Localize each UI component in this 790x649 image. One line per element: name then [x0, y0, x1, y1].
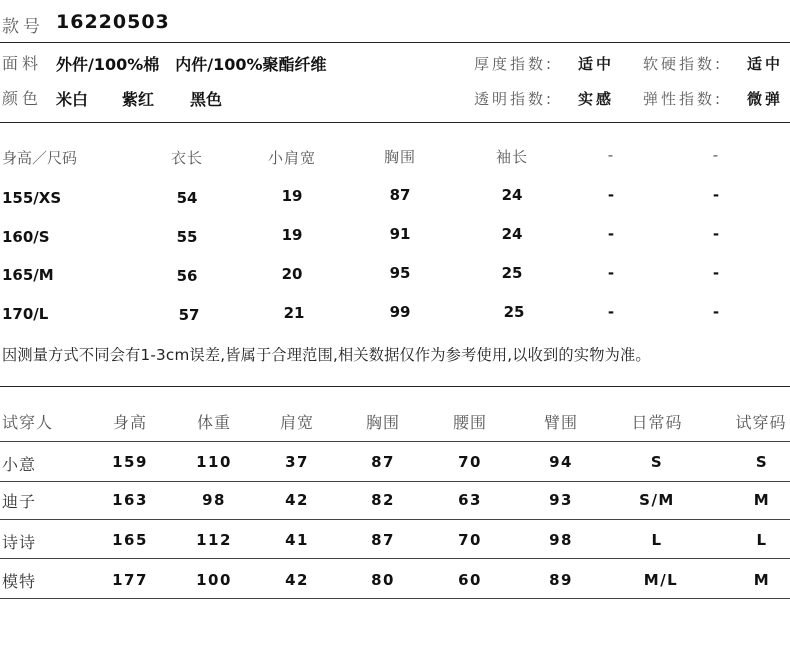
hardness-index-value: 适中: [747, 55, 784, 73]
size-cell: 56: [176, 267, 198, 285]
size-cell: -: [607, 225, 615, 243]
tryon-divider: [0, 481, 790, 482]
tryon-cell: 63: [458, 491, 482, 509]
tryon-cell: 165: [112, 531, 148, 549]
size-col-header: 身高／尺码: [2, 149, 78, 167]
measurement-note: 因测量方式不同会有1-3cm误差,皆属于合理范围,相关数据仅作为参考使用,以收到的实物为准。: [2, 346, 651, 364]
tryon-cell: 98: [549, 531, 573, 549]
tryon-col-header: 胸围: [365, 413, 401, 432]
tryon-cell: 87: [371, 531, 395, 549]
tryon-cell: M: [753, 571, 771, 589]
tryon-cell: 94: [549, 453, 573, 471]
tryon-col-header: 试穿人: [2, 413, 54, 432]
tryon-divider: [0, 598, 790, 599]
size-cell: 87: [389, 186, 411, 204]
size-col-header: 胸围: [383, 148, 417, 166]
tryon-divider: [0, 441, 790, 442]
tryon-cell: S: [650, 453, 664, 471]
tryon-cell: 60: [458, 571, 482, 589]
fabric-value: 外件/100%棉 内件/100%聚酯纤维: [56, 55, 327, 74]
tryon-cell: 37: [285, 453, 309, 471]
tryon-col-header: 试穿码: [735, 413, 787, 432]
size-cell: 24: [501, 225, 523, 243]
tryon-cell: 177: [112, 571, 148, 589]
size-cell: 165/M: [2, 266, 54, 284]
tryon-cell: M/L: [643, 571, 679, 589]
color-option: 紫红: [122, 90, 155, 109]
size-cell: 91: [389, 225, 411, 243]
tryon-col-header: 身高: [112, 413, 148, 432]
size-cell: -: [712, 264, 720, 282]
color-label: 颜色: [2, 89, 43, 108]
tryon-cell: 80: [371, 571, 395, 589]
size-cell: -: [712, 186, 720, 204]
size-cell: 99: [389, 303, 411, 321]
tryon-cell: 87: [371, 453, 395, 471]
tryon-cell: 98: [202, 491, 226, 509]
style-no-label: 款号: [2, 17, 44, 37]
tryon-cell: 163: [112, 491, 148, 509]
size-cell: -: [607, 303, 615, 321]
tryon-cell: 70: [458, 453, 482, 471]
tryon-divider: [0, 519, 790, 520]
tryon-cell: S: [755, 453, 769, 471]
divider-info: [0, 122, 790, 123]
size-cell: 55: [176, 228, 198, 246]
tryon-name-cell: 模特: [2, 572, 37, 591]
divider-note: [0, 386, 790, 387]
size-cell: 20: [281, 265, 303, 283]
size-cell: -: [712, 303, 720, 321]
thickness-index-label: 厚度指数:: [474, 55, 555, 73]
size-cell: 95: [389, 264, 411, 282]
size-cell: 25: [503, 303, 525, 321]
color-option: 黑色: [190, 90, 223, 109]
tryon-cell: 82: [371, 491, 395, 509]
size-cell: 170/L: [2, 305, 49, 323]
tryon-name-cell: 迪子: [2, 492, 37, 511]
size-cell: 24: [501, 186, 523, 204]
elasticity-index-label: 弹性指数:: [643, 90, 724, 108]
tryon-cell: 42: [285, 571, 309, 589]
size-col-header: 袖长: [495, 148, 529, 166]
size-cell: 160/S: [2, 228, 50, 246]
size-col-header: -: [607, 146, 615, 164]
hardness-index-label: 软硬指数:: [643, 55, 724, 73]
size-cell: 57: [178, 306, 200, 324]
tryon-cell: 112: [196, 531, 232, 549]
color-option: 米白: [56, 90, 89, 109]
tryon-cell: 93: [549, 491, 573, 509]
tryon-cell: L: [756, 531, 768, 549]
tryon-cell: 70: [458, 531, 482, 549]
tryon-cell: 89: [549, 571, 573, 589]
size-cell: 25: [501, 264, 523, 282]
tryon-cell: M: [753, 491, 771, 509]
transparency-index-value: 实感: [578, 90, 615, 108]
tryon-name-cell: 诗诗: [2, 533, 37, 552]
tryon-col-header: 腰围: [452, 413, 488, 432]
size-cell: 54: [176, 189, 198, 207]
tryon-cell: 100: [196, 571, 232, 589]
size-col-header: -: [712, 146, 720, 164]
transparency-index-label: 透明指数:: [474, 90, 555, 108]
size-col-header: 衣长: [170, 149, 204, 167]
fabric-label: 面料: [2, 54, 43, 73]
tryon-cell: 42: [285, 491, 309, 509]
tryon-name-cell: 小意: [2, 455, 37, 474]
tryon-col-header: 肩宽: [279, 413, 315, 432]
tryon-col-header: 臂围: [543, 413, 579, 432]
tryon-cell: 41: [285, 531, 309, 549]
size-cell: -: [607, 186, 615, 204]
size-cell: -: [712, 225, 720, 243]
elasticity-index-value: 微弹: [747, 90, 784, 108]
size-cell: 19: [281, 226, 303, 244]
tryon-cell: 159: [112, 453, 148, 471]
style-no-value: 16220503: [56, 11, 170, 33]
tryon-cell: L: [651, 531, 663, 549]
tryon-col-header: 日常码: [631, 413, 683, 432]
tryon-cell: S/M: [639, 491, 675, 509]
tryon-cell: 110: [196, 453, 232, 471]
size-cell: 19: [281, 187, 303, 205]
size-cell: -: [607, 264, 615, 282]
size-col-header: 小肩宽: [267, 149, 317, 167]
thickness-index-value: 适中: [578, 55, 615, 73]
size-cell: 155/XS: [2, 189, 62, 207]
size-cell: 21: [283, 304, 305, 322]
tryon-col-header: 体重: [196, 413, 232, 432]
divider-top: [0, 42, 790, 43]
tryon-divider: [0, 558, 790, 559]
